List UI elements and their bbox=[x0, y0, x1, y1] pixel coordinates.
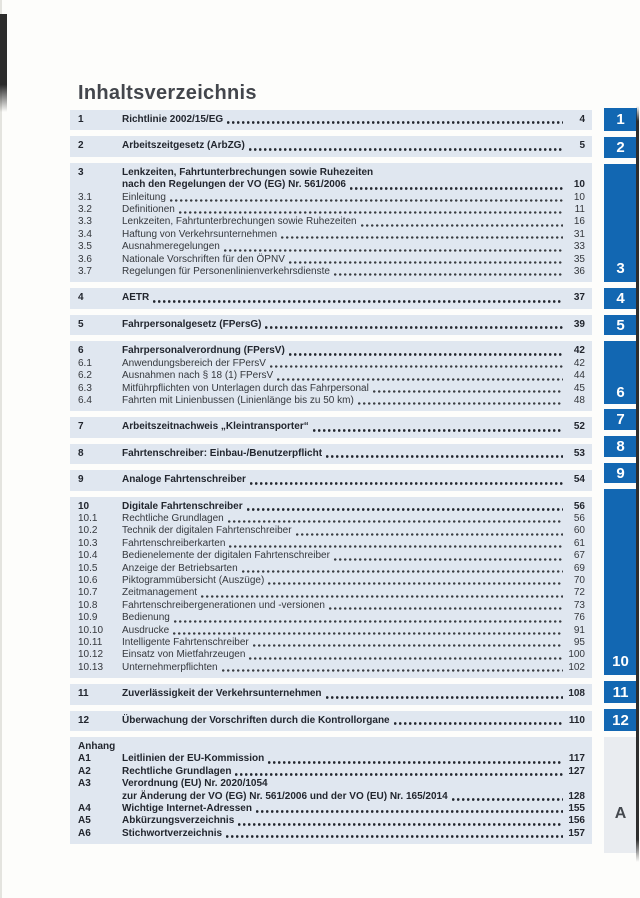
toc-entry-page: 61 bbox=[573, 537, 585, 549]
toc-entry bbox=[78, 501, 585, 513]
dot-leader bbox=[227, 121, 563, 124]
toc-entry-number: 10.12 bbox=[78, 649, 104, 661]
toc-entry-title: Anzeige der Betriebsarten bbox=[122, 562, 238, 574]
toc-entry-page: 60 bbox=[573, 525, 585, 537]
toc-entry-title: Fahrten mit Linienbussen (Linienlänge bis zu 50 km) bbox=[122, 394, 354, 406]
toc-entry-title: Regelungen für Personenlinienverkehrsdienste bbox=[122, 266, 330, 278]
dot-leader bbox=[228, 520, 563, 523]
toc-entry-page: 95 bbox=[573, 637, 585, 648]
chapter-tab-label: 12 bbox=[612, 711, 629, 729]
toc-entry-title: Fahrpersonalgesetz (FPersG) bbox=[122, 318, 262, 330]
toc-entry-page: 35 bbox=[573, 253, 585, 265]
toc-entry-number: 10.8 bbox=[78, 599, 98, 611]
toc-entry-number: 3.4 bbox=[78, 228, 92, 240]
dot-leader bbox=[253, 644, 563, 647]
table-of-contents bbox=[70, 110, 592, 850]
toc-entry bbox=[78, 637, 585, 649]
toc-entry-number: 6.3 bbox=[78, 382, 92, 394]
chapter-tab-1 bbox=[604, 108, 637, 131]
toc-entry bbox=[78, 587, 585, 599]
dot-leader bbox=[361, 224, 563, 227]
dot-leader bbox=[226, 835, 563, 838]
toc-entry-number: 3.6 bbox=[78, 253, 92, 265]
dot-leader bbox=[452, 798, 563, 801]
toc-entry-page: 155 bbox=[568, 803, 585, 815]
chapter-tab-6 bbox=[604, 341, 637, 404]
toc-entry-number: 10.13 bbox=[78, 661, 104, 673]
toc-entry-title: Lenkzeiten, Fahrtunterbrechungen sowie Ruhezeiten bbox=[122, 166, 374, 178]
toc-entry-number: A2 bbox=[78, 765, 91, 777]
dot-leader bbox=[296, 533, 563, 536]
chapter-tab-label: 10 bbox=[612, 653, 629, 670]
toc-entry-title: Arbeitszeitgesetz (ArbZG) bbox=[122, 140, 245, 152]
dot-leader bbox=[270, 365, 563, 368]
chapter-tab-a bbox=[604, 737, 637, 853]
toc-entry-title: Ausnahmen nach § 18 (1) FPersV bbox=[122, 370, 274, 382]
toc-entry-title: Bedienung bbox=[122, 612, 170, 624]
toc-entry-number: 2 bbox=[78, 140, 84, 152]
toc-entry-title: Anwendungsbereich der FPersV bbox=[122, 357, 266, 369]
toc-entry bbox=[78, 241, 585, 253]
toc-entry-page: 11 bbox=[574, 204, 585, 216]
chapter-tab-label: 8 bbox=[616, 438, 625, 455]
toc-entry-number: 3.7 bbox=[78, 266, 92, 278]
dot-leader bbox=[174, 620, 563, 623]
toc-entry-page: 42 bbox=[573, 357, 585, 369]
toc-entry-page: 31 bbox=[573, 228, 585, 240]
toc-entry-page: 91 bbox=[573, 624, 585, 636]
dot-leader bbox=[229, 545, 563, 548]
dot-leader bbox=[250, 482, 563, 485]
toc-entry bbox=[78, 828, 585, 840]
dot-leader bbox=[247, 508, 563, 511]
toc-entry-title: Einsatz von Mietfahrzeugen bbox=[122, 649, 246, 661]
toc-entry-number: 12 bbox=[78, 714, 90, 726]
toc-entry-title: Einleitung bbox=[122, 191, 166, 203]
chapter-tab-3 bbox=[604, 164, 637, 282]
dot-leader bbox=[153, 300, 563, 303]
dot-leader bbox=[222, 669, 563, 672]
chapter-tab-label: 9 bbox=[616, 464, 625, 482]
dot-leader bbox=[268, 582, 563, 585]
toc-entry-page: 56 bbox=[573, 512, 585, 524]
dot-leader bbox=[350, 187, 563, 190]
dot-leader bbox=[373, 390, 563, 393]
toc-entry-page: 37 bbox=[573, 292, 585, 304]
toc-entry-number: 6.1 bbox=[78, 357, 92, 369]
toc-entry bbox=[78, 140, 585, 152]
toc-entry-number: 8 bbox=[78, 447, 84, 459]
dot-leader bbox=[329, 607, 563, 610]
toc-entry-title: Rechtliche Grundlagen bbox=[122, 512, 224, 524]
toc-entry-number: 6.4 bbox=[78, 394, 92, 406]
toc-entry bbox=[78, 649, 585, 661]
toc-entry-page: 69 bbox=[573, 562, 585, 574]
chapter-tab-4 bbox=[604, 288, 637, 309]
dot-leader bbox=[256, 810, 563, 813]
toc-entry-page: 16 bbox=[573, 216, 585, 228]
toc-entry-number: 3.5 bbox=[78, 241, 92, 253]
toc-entry-number: A3 bbox=[78, 778, 91, 790]
toc-section bbox=[70, 315, 592, 335]
chapter-tab-label: 2 bbox=[616, 139, 625, 156]
toc-entry-page: 33 bbox=[573, 241, 585, 253]
toc-entry-title: Unternehmerpflichten bbox=[122, 661, 218, 673]
scan-right-edge bbox=[636, 106, 639, 862]
toc-entry bbox=[78, 550, 585, 562]
chapter-tab-label: 1 bbox=[616, 111, 625, 128]
dot-leader bbox=[281, 236, 563, 239]
toc-entry-title: zur Änderung der VO (EG) Nr. 561/2006 und der VO (EU) Nr. 165/2014 bbox=[122, 790, 448, 802]
toc-entry-page: 42 bbox=[573, 345, 585, 357]
toc-entry bbox=[78, 600, 585, 612]
toc-entry-page: 67 bbox=[573, 550, 585, 562]
toc-entry-title: Überwachung der Vorschriften durch die Kontrollorgane bbox=[122, 714, 390, 726]
toc-entry-page: 70 bbox=[573, 574, 585, 586]
toc-entry-page: 48 bbox=[573, 394, 585, 406]
chapter-tab-8 bbox=[604, 436, 637, 457]
toc-entry-title: Wichtige Internet-Adressen bbox=[122, 803, 252, 815]
toc-entry-title: Definitionen bbox=[122, 204, 175, 216]
toc-entry-page: 54 bbox=[573, 474, 585, 486]
toc-entry bbox=[78, 448, 585, 460]
dot-leader bbox=[249, 657, 563, 660]
toc-section bbox=[70, 684, 592, 704]
dot-leader bbox=[268, 761, 563, 764]
toc-entry-title: Verordnung (EU) Nr. 2020/1054 bbox=[122, 778, 268, 790]
toc-entry-page: 156 bbox=[568, 815, 585, 827]
toc-entry-title: Mitführpflichten von Unterlagen durch das Fahrpersonal bbox=[122, 382, 369, 394]
toc-entry bbox=[78, 395, 585, 407]
toc-entry-page: 44 bbox=[573, 370, 585, 382]
toc-entry-title: Analoge Fahrtenschreiber bbox=[122, 474, 246, 486]
toc-entry-number: 7 bbox=[78, 421, 84, 433]
chapter-tab-10 bbox=[604, 489, 637, 675]
toc-entry-page: 117 bbox=[568, 753, 585, 765]
toc-entry-number: 3 bbox=[78, 166, 84, 178]
dot-leader bbox=[313, 429, 563, 432]
toc-entry bbox=[78, 575, 585, 587]
toc-entry bbox=[78, 662, 585, 674]
toc-entry-number: 10.10 bbox=[78, 624, 104, 636]
toc-entry-page: 157 bbox=[568, 827, 585, 839]
toc-section bbox=[70, 737, 592, 844]
dot-leader bbox=[224, 249, 563, 252]
chapter-tab-5 bbox=[604, 315, 637, 335]
toc-entry bbox=[78, 612, 585, 624]
toc-entry bbox=[78, 266, 585, 278]
chapter-tab-12 bbox=[604, 709, 637, 731]
chapter-tab-11 bbox=[604, 681, 637, 703]
chapter-tab-label: 3 bbox=[616, 260, 625, 277]
toc-entry-number: 3.1 bbox=[78, 191, 92, 203]
page-title: Inhaltsverzeichnis bbox=[78, 82, 257, 104]
toc-entry-page: 10 bbox=[573, 191, 585, 203]
toc-entry-line1 bbox=[78, 167, 585, 179]
toc-entry bbox=[78, 538, 585, 550]
toc-entry-title: Bedienelemente der digitalen Fahrtenschreiber bbox=[122, 550, 330, 562]
toc-entry-title: Arbeitszeitnachweis „Kleintransporter“ bbox=[122, 421, 309, 433]
dot-leader bbox=[238, 823, 563, 826]
toc-entry bbox=[78, 688, 585, 700]
chapter-tab-label: 7 bbox=[616, 411, 625, 428]
toc-entry bbox=[78, 815, 585, 827]
toc-entry-title: Ausnahmeregelungen bbox=[122, 241, 220, 253]
toc-entry-number: 9 bbox=[78, 474, 84, 486]
toc-entry bbox=[78, 358, 585, 370]
chapter-tab-strip bbox=[604, 0, 637, 898]
toc-entry-number: 10.11 bbox=[78, 637, 103, 648]
dot-leader bbox=[334, 273, 563, 276]
toc-entry-title: Abkürzungsverzeichnis bbox=[122, 815, 235, 827]
toc-entry-number: A4 bbox=[78, 803, 91, 815]
toc-entry-title: Piktogrammübersicht (Auszüge) bbox=[122, 574, 265, 586]
scan-edge-mark bbox=[0, 14, 7, 112]
toc-section bbox=[70, 711, 592, 731]
toc-entry-page: 10 bbox=[573, 179, 585, 191]
toc-entry bbox=[78, 715, 585, 727]
anhang-label: Anhang bbox=[78, 741, 116, 753]
toc-entry-page: 108 bbox=[568, 688, 585, 700]
toc-entry-page: 127 bbox=[568, 765, 585, 777]
dot-leader bbox=[394, 722, 563, 725]
dot-leader bbox=[235, 773, 563, 776]
toc-entry bbox=[78, 114, 585, 126]
dot-leader bbox=[242, 570, 563, 573]
toc-entry bbox=[78, 421, 585, 433]
toc-entry-title: Technik der digitalen Fahrtenschreiber bbox=[122, 525, 292, 537]
toc-entry-line2 bbox=[78, 791, 585, 803]
toc-entry-page: 52 bbox=[573, 421, 585, 433]
dot-leader bbox=[201, 595, 563, 598]
dot-leader bbox=[326, 455, 563, 458]
toc-entry-title: Ausdrucke bbox=[122, 624, 170, 636]
toc-entry-number: A6 bbox=[78, 827, 91, 839]
dot-leader bbox=[334, 558, 563, 561]
toc-entry-page: 102 bbox=[568, 661, 585, 673]
toc-entry-title: Fahrpersonalverordnung (FPersV) bbox=[122, 345, 285, 357]
toc-entry-number: 10.7 bbox=[78, 587, 98, 599]
toc-entry-number: 10.4 bbox=[78, 550, 98, 562]
toc-section bbox=[70, 136, 592, 156]
chapter-tab-label: 4 bbox=[616, 290, 625, 307]
scan-left-edge bbox=[0, 0, 2, 898]
chapter-tab-label: 6 bbox=[616, 384, 625, 401]
dot-leader bbox=[170, 199, 563, 202]
toc-entry-title: Digitale Fahrtenschreiber bbox=[122, 500, 243, 512]
toc-entry-page: 110 bbox=[568, 714, 585, 726]
toc-entry-number: 6 bbox=[78, 345, 84, 357]
toc-entry-number: 10.6 bbox=[78, 574, 98, 586]
dot-leader bbox=[265, 326, 563, 329]
toc-entry-page: 76 bbox=[573, 612, 585, 624]
dot-leader bbox=[289, 261, 563, 264]
toc-entry-page: 73 bbox=[573, 599, 585, 611]
toc-entry-page: 53 bbox=[573, 447, 585, 459]
toc-entry-title: Zuverlässigkeit der Verkehrsunternehmen bbox=[122, 688, 322, 700]
chapter-tab-label: 5 bbox=[616, 316, 625, 334]
toc-entry bbox=[78, 319, 585, 331]
toc-entry bbox=[78, 513, 585, 525]
toc-entry bbox=[78, 525, 585, 537]
toc-entry-title: Rechtliche Grundlagen bbox=[122, 765, 232, 777]
chapter-tab-9 bbox=[604, 463, 637, 483]
toc-entry-title: Haftung von Verkehrsunternehmen bbox=[122, 228, 278, 240]
toc-entry-number: 11 bbox=[78, 688, 89, 700]
toc-entry-title: Fahrtenschreiber: Einbau-/Benutzerpflicht bbox=[122, 447, 323, 459]
toc-entry-number: 1 bbox=[78, 114, 84, 125]
toc-entry-number: 10.3 bbox=[78, 537, 98, 549]
toc-entry-title: Nationale Vorschriften für den ÖPNV bbox=[122, 253, 285, 265]
toc-section bbox=[70, 497, 592, 679]
toc-entry-page: 56 bbox=[573, 500, 585, 512]
chapter-tab-label: 11 bbox=[612, 683, 629, 701]
toc-entry-number: A1 bbox=[78, 753, 91, 765]
toc-entry-title: Richtlinie 2002/15/EG bbox=[122, 114, 224, 125]
toc-section bbox=[70, 288, 592, 308]
toc-entry-page: 72 bbox=[573, 587, 585, 599]
toc-entry bbox=[78, 345, 585, 357]
toc-entry-number: 10.9 bbox=[78, 612, 98, 624]
toc-section bbox=[70, 470, 592, 490]
toc-entry-page: 5 bbox=[579, 140, 585, 152]
toc-entry-page: 128 bbox=[568, 790, 585, 802]
toc-entry-number: 4 bbox=[78, 292, 84, 304]
toc-entry-title: Fahrtenschreiberkarten bbox=[122, 537, 226, 549]
toc-entry-number: 10.1 bbox=[78, 512, 98, 524]
toc-entry-page: 39 bbox=[573, 318, 585, 330]
toc-entry bbox=[78, 753, 585, 765]
chapter-tab-2 bbox=[604, 137, 637, 158]
toc-entry bbox=[78, 229, 585, 241]
toc-entry-title: AETR bbox=[122, 292, 150, 304]
toc-section bbox=[70, 444, 592, 464]
toc-entry bbox=[78, 474, 585, 486]
toc-entry-page: 4 bbox=[579, 114, 585, 125]
toc-section bbox=[70, 341, 592, 411]
toc-entry-number: 10.2 bbox=[78, 525, 98, 537]
toc-entry-title: Leitlinien der EU-Kommission bbox=[122, 753, 265, 765]
toc-entry bbox=[78, 204, 585, 216]
toc-entry bbox=[78, 383, 585, 395]
toc-entry bbox=[78, 254, 585, 266]
dot-leader bbox=[249, 148, 563, 151]
toc-entry-page: 45 bbox=[573, 382, 585, 394]
toc-entry-number: 6.2 bbox=[78, 370, 92, 382]
chapter-tab-label: A bbox=[614, 805, 627, 822]
toc-entry-title: Intelligente Fahrtenschreiber bbox=[122, 637, 249, 648]
toc-entry-title: nach den Regelungen der VO (EG) Nr. 561/2006 bbox=[122, 179, 346, 191]
toc-group-label bbox=[78, 741, 585, 753]
dot-leader bbox=[326, 696, 563, 699]
toc-entry bbox=[78, 766, 585, 778]
toc-entry-number: A5 bbox=[78, 815, 91, 827]
toc-entry bbox=[78, 192, 585, 204]
toc-entry-number: 3.2 bbox=[78, 204, 92, 216]
toc-section bbox=[70, 163, 592, 283]
toc-section bbox=[70, 110, 592, 130]
toc-entry-title: Stichwortverzeichnis bbox=[122, 827, 223, 839]
toc-entry-number: 3.3 bbox=[78, 216, 92, 228]
toc-entry bbox=[78, 625, 585, 637]
toc-entry-title: Fahrtenschreibergenerationen und -versionen bbox=[122, 599, 325, 611]
toc-entry bbox=[78, 216, 585, 228]
dot-leader bbox=[179, 211, 563, 214]
dot-leader bbox=[358, 402, 563, 405]
chapter-tab-7 bbox=[604, 409, 637, 430]
toc-entry-page: 36 bbox=[573, 266, 585, 278]
toc-entry bbox=[78, 563, 585, 575]
toc-entry bbox=[78, 292, 585, 304]
dot-leader bbox=[277, 378, 563, 381]
toc-entry-number: 5 bbox=[78, 318, 84, 330]
toc-section bbox=[70, 417, 592, 437]
toc-entry-number: 10.5 bbox=[78, 562, 98, 574]
toc-entry-page: 100 bbox=[568, 649, 585, 661]
toc-entry-line2 bbox=[78, 179, 585, 191]
dot-leader bbox=[289, 353, 563, 356]
toc-entry bbox=[78, 370, 585, 382]
toc-entry-number: 10 bbox=[78, 500, 90, 512]
toc-entry-title: Zeitmanagement bbox=[122, 587, 198, 599]
toc-entry-line1 bbox=[78, 778, 585, 790]
toc-entry bbox=[78, 803, 585, 815]
toc-entry-title: Lenkzeiten, Fahrtunterbrechungen sowie Ruhezeiten bbox=[122, 216, 357, 228]
dot-leader bbox=[173, 632, 563, 635]
